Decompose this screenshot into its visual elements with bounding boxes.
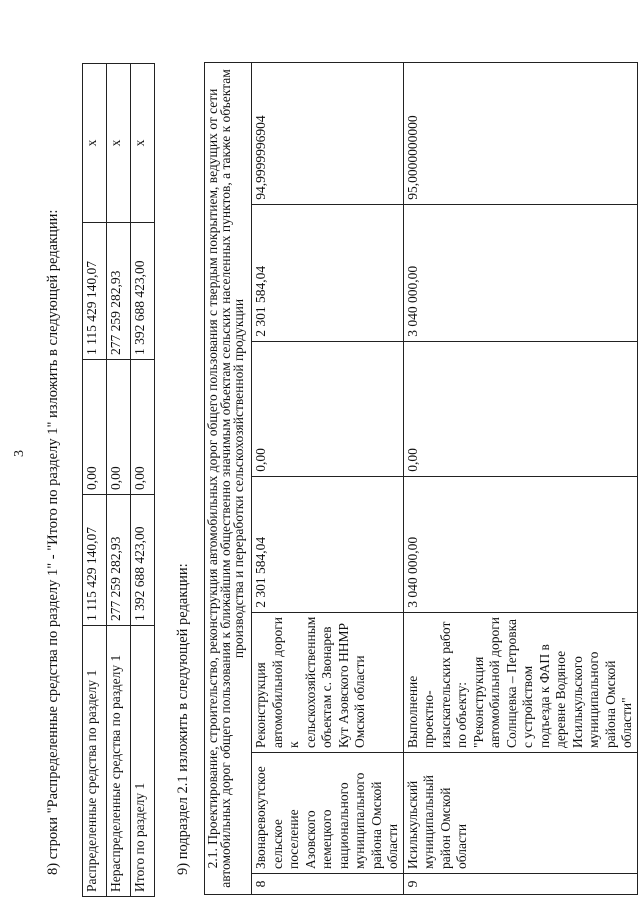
cell-value: 95,0000000000 <box>403 63 637 205</box>
cell-value: 0,00 <box>131 360 155 495</box>
cell-value: 94,9999996904 <box>252 63 404 205</box>
paragraph-8: 8) строки "Распределенные средства по разделу 1" - "Итого по разделу 1" изложить в следующей редакции: <box>45 209 61 875</box>
object-name: Реконструкция автомобильной дороги к сельскохозяйственным объектам с. Звонарев Кут Азовского ННМР Омской области <box>252 612 404 752</box>
paragraph-9: 9) подраздел 2.1 изложить в следующей редакции: <box>175 563 191 875</box>
municipality: Звонаревокутское сельское поселение Азовского немецкого национального муниципального района Омской области <box>252 753 404 874</box>
municipality: Исилькульский муниципальный район Омской области <box>403 753 637 874</box>
cell-value: 2 301 584,04 <box>252 204 404 341</box>
page-number: 3 <box>12 450 27 457</box>
cell-value: 0,00 <box>403 341 637 476</box>
row-label: Нераспределенные средства по разделу 1 <box>107 626 131 897</box>
cell-value: 1 115 429 140,07 <box>83 495 107 626</box>
totals-table <box>82 63 155 897</box>
subsection-table <box>204 62 638 895</box>
cell-value: 1 115 429 140,07 <box>83 223 107 360</box>
row-label: Распределенные средства по разделу 1 <box>83 626 107 897</box>
cell-value: 1 392 688 423,00 <box>131 495 155 626</box>
cell-value: 1 392 688 423,00 <box>131 223 155 360</box>
cell-value: 3 040 000,00 <box>403 476 637 612</box>
row-number: 8 <box>252 874 404 895</box>
cell-value: 0,00 <box>252 341 404 476</box>
cell-value: x <box>83 64 107 223</box>
object-name: Выполнение проектно-изыскательских работ по объекту: "Реконструкция автомобильной дороги Солнцевка – Петровка с устройством подъезда к ФАП в деревне Водяное Исилькульского муниципального района Омской области" <box>403 612 637 752</box>
table-row <box>252 63 404 895</box>
cell-value: 277 259 282,93 <box>107 223 131 360</box>
cell-value: x <box>107 64 131 223</box>
row-number: 9 <box>403 874 637 895</box>
cell-value: 0,00 <box>83 360 107 495</box>
cell-value: x <box>131 64 155 223</box>
table-row <box>403 63 637 895</box>
row-label: Итого по разделу 1 <box>131 626 155 897</box>
subsection-header: 2.1. Проектирование, строительство, реконструкция автомобильных дорог общего пользования с твердым покрытием, ведущих от сети автомобильных дорог общего пользования к ближайшим общественно значимым объектам сельских населенных пунктов, а также к объектам производства и переработки сельскохозяйственной продукции <box>205 63 252 895</box>
table-row <box>107 64 131 897</box>
cell-value: 277 259 282,93 <box>107 495 131 626</box>
cell-value: 0,00 <box>107 360 131 495</box>
table-row <box>205 63 252 895</box>
cell-value: 2 301 584,04 <box>252 476 404 612</box>
table-row <box>131 64 155 897</box>
cell-value: 3 040 000,00 <box>403 204 637 341</box>
table-row <box>83 64 107 897</box>
